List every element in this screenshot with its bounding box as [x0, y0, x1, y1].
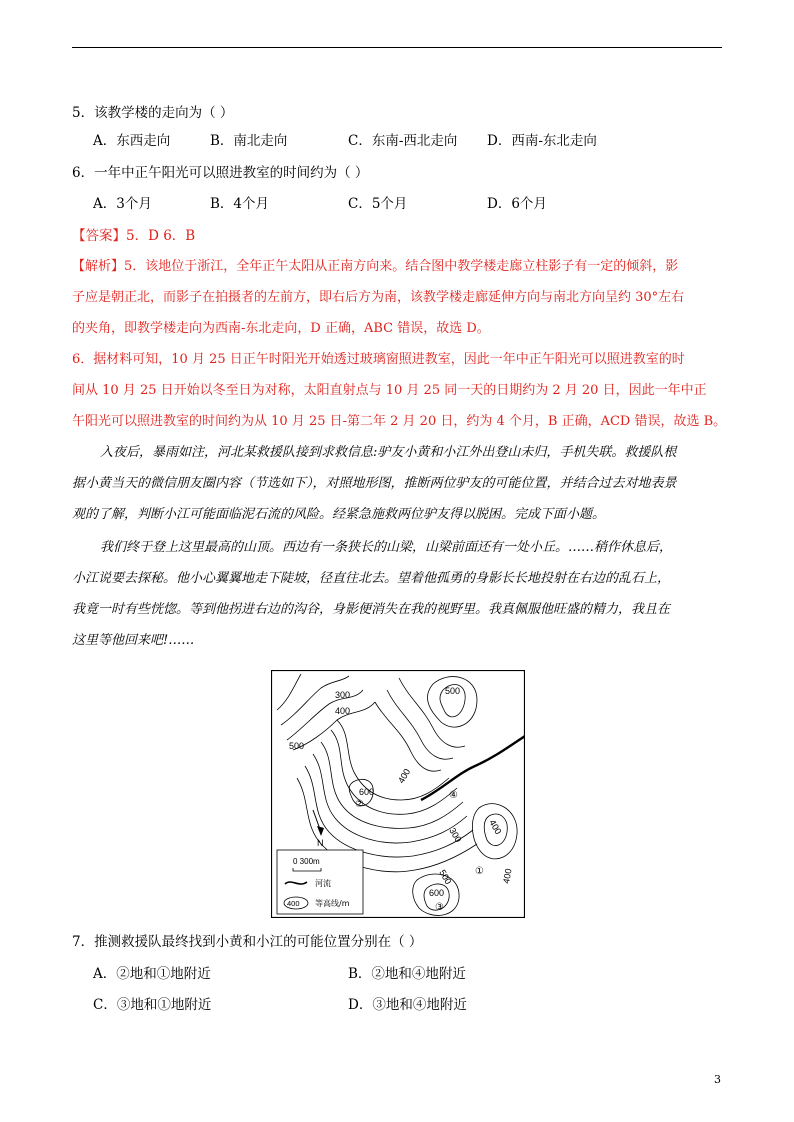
q6-option-b: B．4个月	[210, 196, 270, 212]
analysis-line-4: 6．据材料可知，10 月 25 日正午时阳光开始透过玻璃窗照进教室，因此一年中正午阳光可以照进教室的时	[72, 352, 685, 367]
q6-option-a: A．3个月	[93, 196, 152, 212]
q5-stem: 5．该教学楼的走向为（ ）	[72, 105, 234, 121]
topographic-map	[271, 670, 525, 918]
material-line-5: 小江说要去探秘。他小心翼翼地走下陡坡，径直往北去。望着他孤勇的身影长长地投射在右边的乱石上，	[72, 571, 671, 586]
contour-label-600: 600	[359, 787, 375, 797]
contour-label-500-south: 500	[437, 868, 454, 887]
q5-option-d: D．西南-东北走向	[487, 133, 597, 149]
point-4-label: ④	[449, 790, 458, 801]
q7-option-b: B．②地和④地附近	[348, 966, 466, 982]
q6-option-d: D．6个月	[487, 196, 547, 212]
contour-label-600-south: 600	[429, 888, 445, 898]
point-3-label: ③	[435, 902, 444, 913]
material-line-1: 入夜后，暴雨如注，河北某救援队接到求救信息:驴友小黄和小江外出登山未归，手机失联。救援队根	[100, 445, 677, 460]
material-line-2: 据小黄当天的微信朋友圈内容（节选如下），对照地形图，推断两位驴友的可能位置，并结合过去对地表景	[72, 476, 677, 491]
material-line-4: 我们终于登上这里最高的山顶。西边有一条狭长的山梁，山梁前面还有一处小丘。……稍作休息后，	[100, 540, 673, 555]
q6-stem: 6．一年中正午阳光可以照进教室的时间约为（ ）	[72, 165, 369, 181]
contour-label-400: 400	[335, 706, 351, 716]
q5-option-c: C．东南-西北走向	[348, 133, 458, 149]
analysis-line-1: 【解析】5．该地位于浙江，全年正午太阳从正南方向来。结合图中教学楼走廊立柱影子有一定的倾斜，影	[72, 259, 679, 274]
analysis-line-6: 午阳光可以照进教室的时间约为从 10 月 25 日-第二年 2 月 20 日，约为 4 个月，B 正确，ACD 错误，故选 B。	[72, 414, 727, 429]
north-label: N	[317, 838, 324, 848]
contour-label-300-east: 300	[447, 826, 464, 845]
legend-contour-label: 等高线/m	[315, 899, 350, 908]
contour-label-500-hill: 500	[445, 686, 461, 696]
header-rule	[72, 47, 722, 48]
q5-option-b: B．南北走向	[210, 133, 288, 149]
scale-label: 0 300m	[293, 857, 320, 866]
point-1-label: ①	[475, 866, 484, 877]
analysis-line-5: 间从 10 月 25 日开始以冬至日为对称，太阳直射点与 10 月 25 同一天的日期约为 2 月 20 日，因此一年中正	[72, 383, 707, 398]
material-line-7: 这里等他回来吧!……	[72, 633, 195, 648]
q7-option-d: D．③地和④地附近	[348, 997, 467, 1013]
contour-label-500: 500	[289, 741, 305, 751]
q5-option-a: A．东西走向	[93, 133, 171, 149]
legend-river-label: 河流	[315, 879, 331, 888]
contour-label-400-east: 400	[487, 818, 504, 837]
legend-contour-value: 400	[287, 899, 300, 908]
q7-option-a: A．②地和①地附近	[93, 966, 211, 982]
contour-label-400-se: 400	[501, 867, 514, 885]
point-2-label: ②	[355, 799, 364, 810]
contour-label-400-center: 400	[396, 766, 413, 785]
q6-option-c: C．5个月	[348, 196, 408, 212]
q7-option-c: C．③地和①地附近	[93, 997, 212, 1013]
contour-label-300: 300	[335, 690, 351, 700]
material-line-6: 我竟一时有些恍惚。等到他拐进右边的沟谷，身影便消失在我的视野里。我真佩服他旺盛的精力，我且在	[72, 602, 671, 617]
analysis-line-3: 的夹角，即教学楼走向为西南-东北走向，D 正确，ABC 错误，故选 D。	[72, 321, 490, 336]
answer-line: 【答案】5．D 6．B	[72, 228, 196, 244]
page-number: 3	[714, 1073, 721, 1086]
analysis-line-2: 子应是朝正北，而影子在拍摄者的左前方，即右后方为南，该教学楼走廊延伸方向与南北方向呈约 30°左右	[72, 290, 685, 305]
material-line-3: 观的了解，判断小江可能面临泥石流的风险。经紧急施救两位驴友得以脱困。完成下面小题。	[72, 507, 606, 522]
q7-stem: 7．推测救援队最终找到小黄和小江的可能位置分别在（ ）	[72, 934, 423, 950]
